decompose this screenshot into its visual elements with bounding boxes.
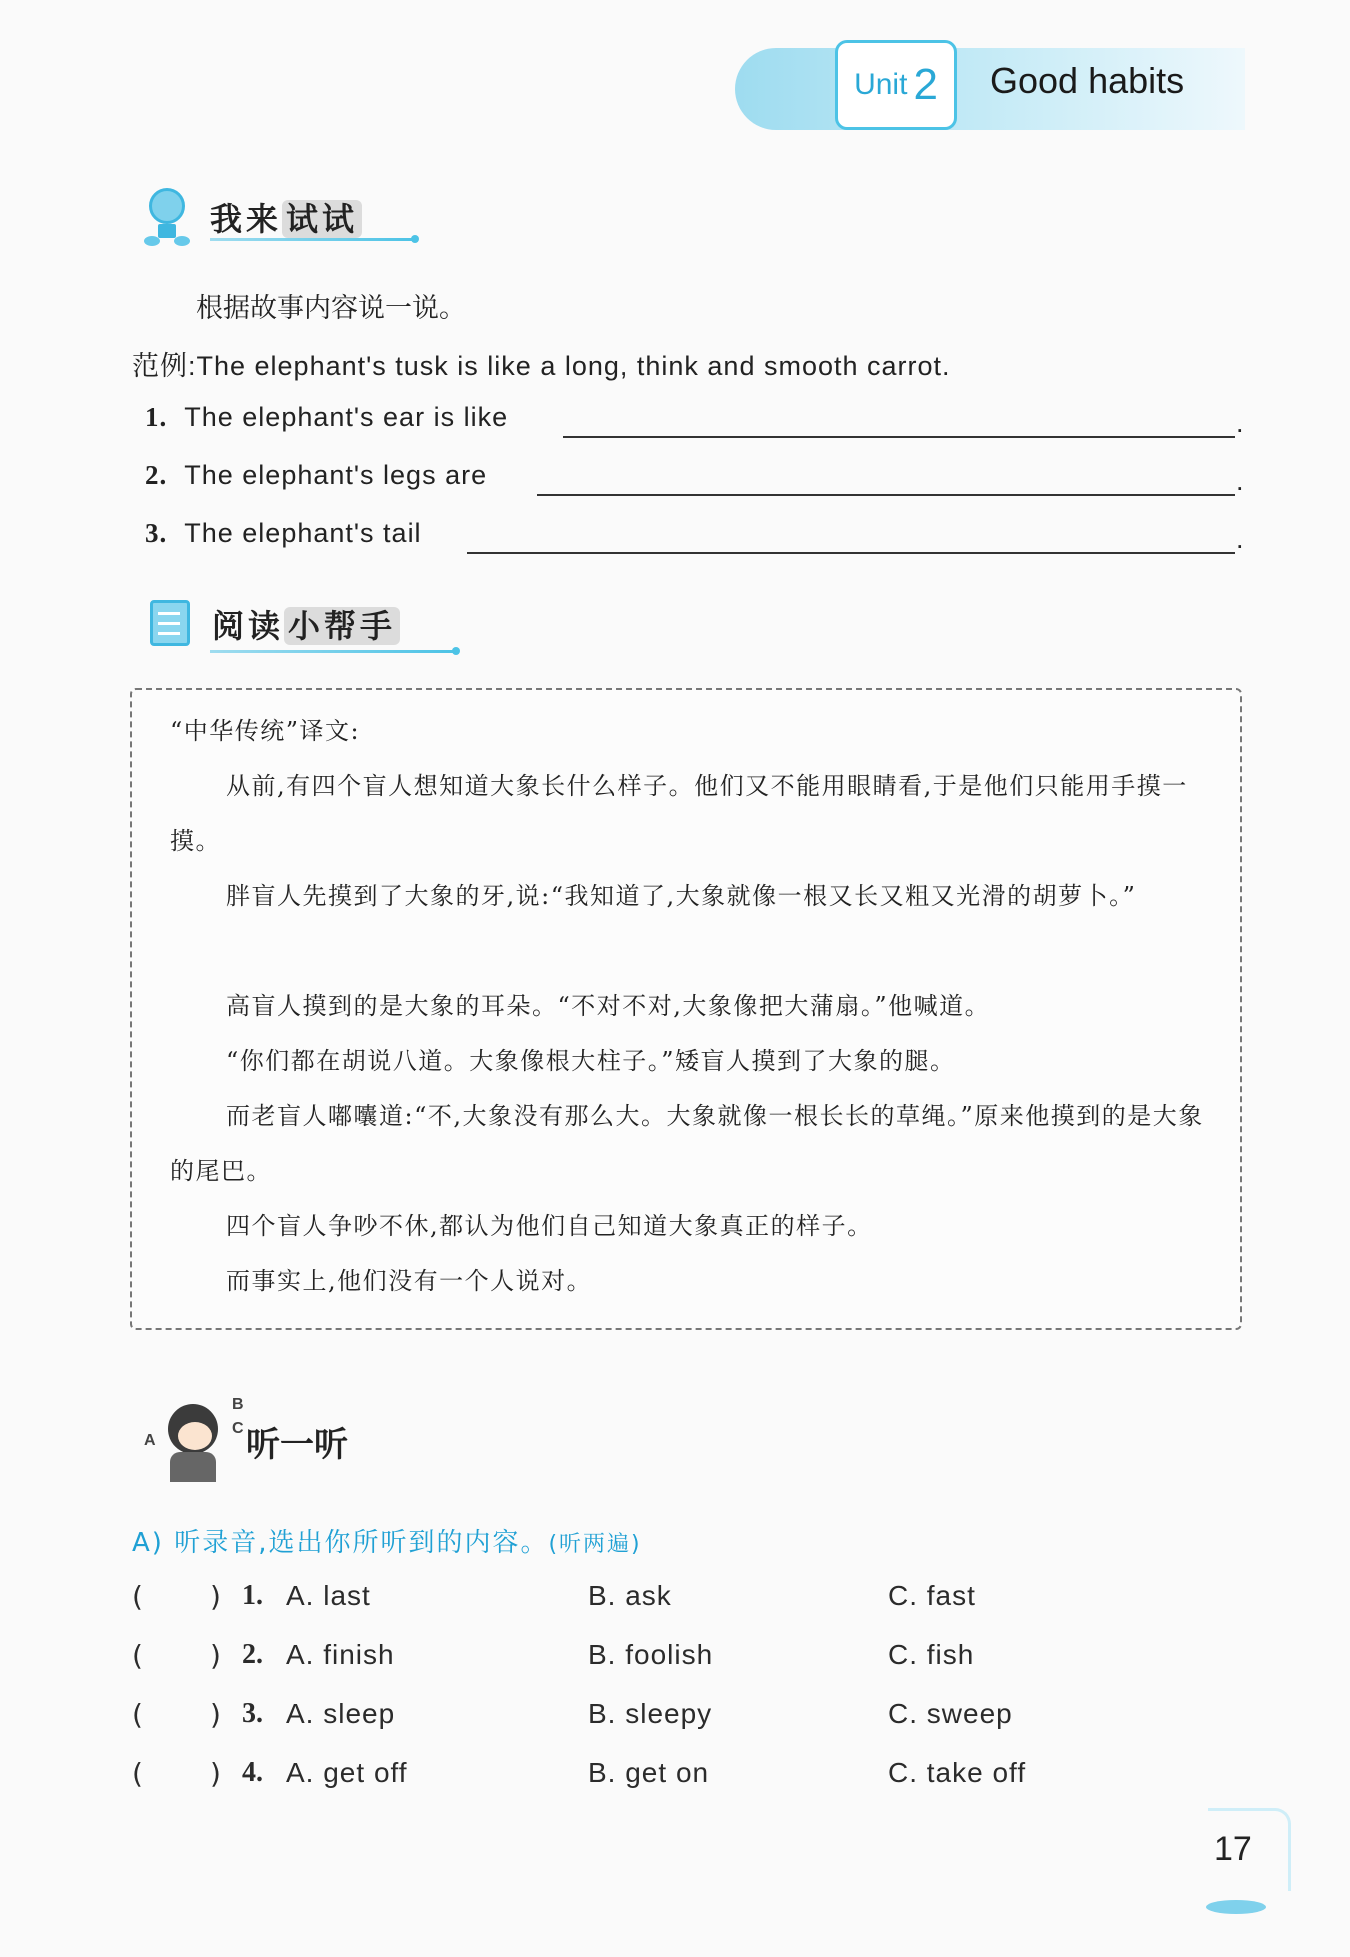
option-b[interactable]: B. foolish [588,1639,714,1670]
option-a[interactable]: A. get off [286,1757,408,1788]
book-icon [146,596,196,652]
section-read-underline [210,650,456,653]
end-mark-2: . [1236,466,1245,496]
page-number: 17 [1214,1830,1252,1868]
section-try-underline [210,238,415,241]
unit-badge [835,40,957,130]
end-mark-3: . [1236,524,1245,554]
try-item-3: 3. The elephant's tail [145,518,422,548]
translation-paragraph-7: 而事实上,他们没有一个人说对。 [226,1267,593,1295]
translation-heading: “中华传统”译文: [170,717,361,745]
option-c[interactable]: C. take off [888,1757,1027,1788]
section-listen-header [140,1396,348,1486]
section-read-header [146,596,400,652]
section-listen-title: 听一听 [246,1424,348,1465]
mc-row-3: ( ) 3. A. sleep B. sleepy C. sweep [132,1698,1013,1731]
listen-question: A) 听录音,选出你所听到的内容。(听两遍) [132,1528,642,1558]
end-mark-1: . [1236,408,1245,438]
translation-paragraph-2: 胖盲人先摸到了大象的牙,说:“我知道了,大象就像一根又长又粗又光滑的胡萝卜。” [226,882,1137,910]
answer-blank-3[interactable] [467,552,1235,554]
lightbulb-icon [140,184,194,250]
option-c[interactable]: C. sweep [888,1698,1013,1729]
option-c[interactable]: C. fast [888,1580,976,1611]
page-number-badge [1200,1808,1300,1918]
translation-paragraph-4: “你们都在胡说八道。大象像根大柱子。”矮盲人摸到了大象的腿。 [226,1047,956,1075]
option-c[interactable]: C. fish [888,1639,975,1670]
translation-paragraph-3: 高盲人摸到的是大象的耳朵。“不对不对,大象像把大蒲扇。”他喊道。 [226,992,991,1020]
child-reading-icon: A B C [140,1396,250,1486]
option-a[interactable]: A. sleep [286,1698,396,1729]
option-a[interactable]: A. last [286,1580,371,1611]
option-b[interactable]: B. sleepy [588,1698,713,1729]
option-b[interactable]: B. ask [588,1580,672,1611]
translation-paragraph-5: 而老盲人嘟囔道:“不,大象没有那么大。大象就像一根长长的草绳。”原来他摸到的是大象的尾巴。 [170,1102,1204,1185]
try-instruction: 根据故事内容说一说。 [196,293,466,324]
answer-blank-1[interactable] [563,436,1235,438]
try-example: 范例:The elephant's tusk is like a long, think and smooth carrot. [132,351,951,381]
translation-paragraph-1: 从前,有四个盲人想知道大象长什么样子。他们又不能用眼睛看,于是他们只能用手摸一摸。 [170,772,1188,855]
unit-number: 2 [913,60,938,109]
unit-title: Good habits [990,60,1185,101]
mc-row-1: ( ) 1. A. last B. ask C. fast [132,1580,976,1613]
unit-word: Unit [854,68,908,101]
option-b[interactable]: B. get on [588,1757,710,1788]
section-read-title: 阅读 小帮手 [212,601,400,647]
mc-row-2: ( ) 2. A. finish B. foolish C. fish [132,1639,975,1672]
try-item-1: 1. The elephant's ear is like [145,402,509,432]
translation-paragraph-6: 四个盲人争吵不休,都认为他们自己知道大象真正的样子。 [226,1212,873,1240]
mc-row-4: ( ) 4. A. get off B. get on C. take off [132,1757,1027,1790]
option-a[interactable]: A. finish [286,1639,395,1670]
translation-box [130,688,1242,1330]
try-item-2: 2. The elephant's legs are [145,460,488,490]
answer-blank-2[interactable] [537,494,1235,496]
section-try-title: 我来 试试 [210,194,362,240]
